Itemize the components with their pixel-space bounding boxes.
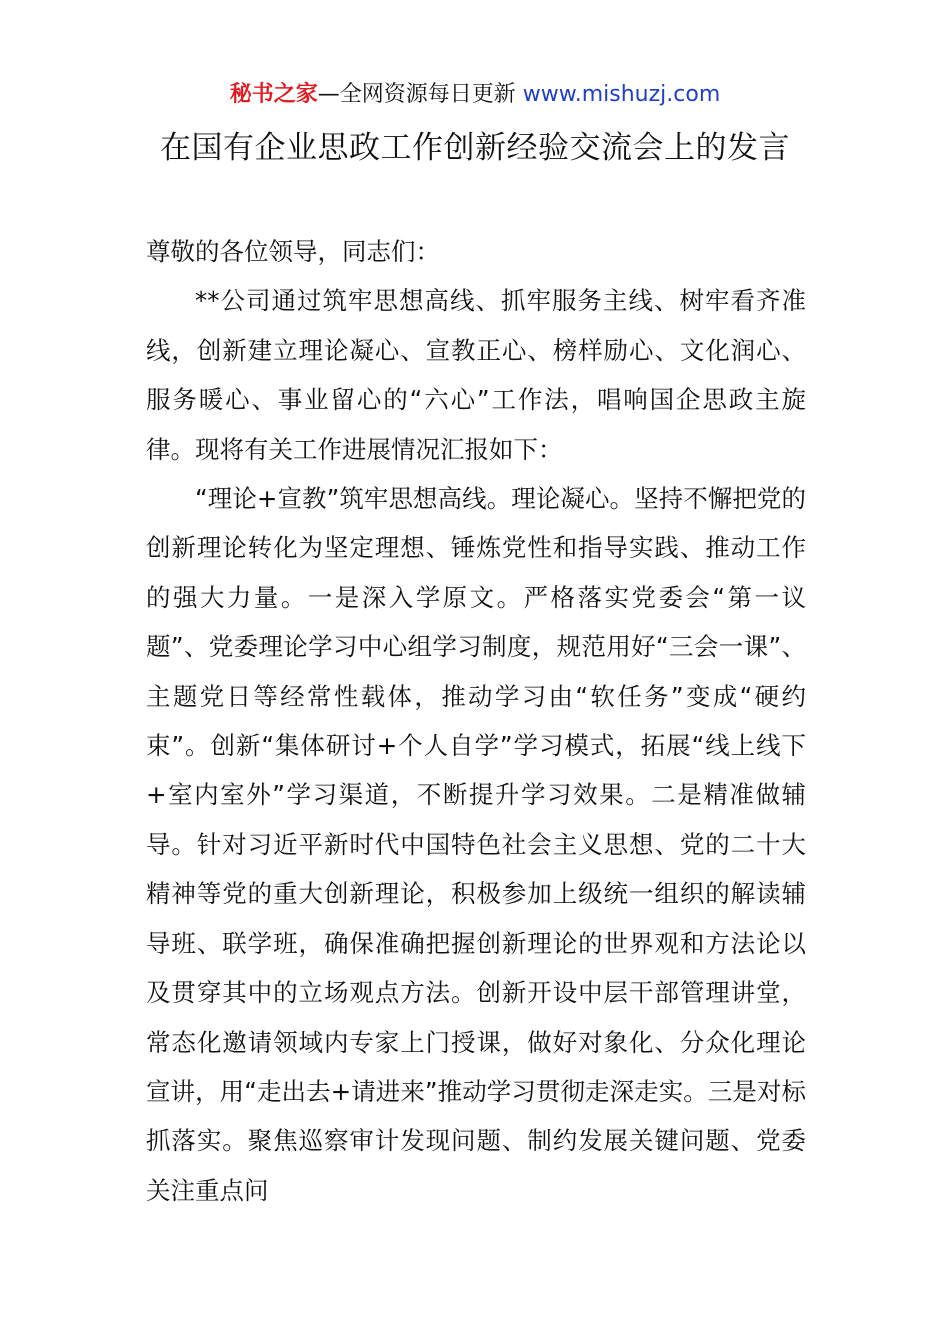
body-paragraph: **公司通过筑牢思想高线、抓牢服务主线、树牢看齐准线，创新建立理论凝心、宣教正心、榜样励心、文化润心、服务暖心、事业留心的“六心”工作法，唱响国企思政主旋律。现将有关工作进展情况汇报如下： [146,286,806,464]
site-header [0,80,950,110]
body-paragraph: “理论+宣教”筑牢思想高线。理论凝心。坚持不懈把党的创新理论转化为坚定理想、锤炼党性和指导实践、推动工作的强大力量。一是深入学原文。严格落实党委会“第一议题”、党委理论学习中心组学习制度，规范用好“三会一课”、主题党日等经常性载体，推动学习由“软任务”变成“硬约束”。创新“集体研讨+个人自学”学习模式，拓展“线上线下+室内室外”学习渠道，不断提升学习效果。二是精准做辅导。针对习近平新时代中国特色社会主义思想、党的二十大精神等党的重大创新理论，积极参加上级统一组织的解读辅导班、联学班，确保准确把握创新理论的世界观和方法论以及贯穿其中的立场观点方法。创新开设中层干部管理讲堂，常态化邀请领域内专家上门授课，做好对象化、分众化理论宣讲，用“走出去+请进来”推动学习贯彻走深走实。三是对标抓落实。聚焦巡察审计发现问题、制约发展关键问题、党委关注重点问 [146,484,806,1205]
site-tagline: —全网资源每日更新 [317,82,516,107]
site-brand: 秘书之家 [229,82,318,107]
salutation: 尊敬的各位领导，同志们： [146,237,440,266]
document-title: 在国有企业思政工作创新经验交流会上的发言 [160,130,790,166]
document-body [146,227,806,1215]
site-url-link[interactable]: www.mishuzj.com [522,82,721,107]
